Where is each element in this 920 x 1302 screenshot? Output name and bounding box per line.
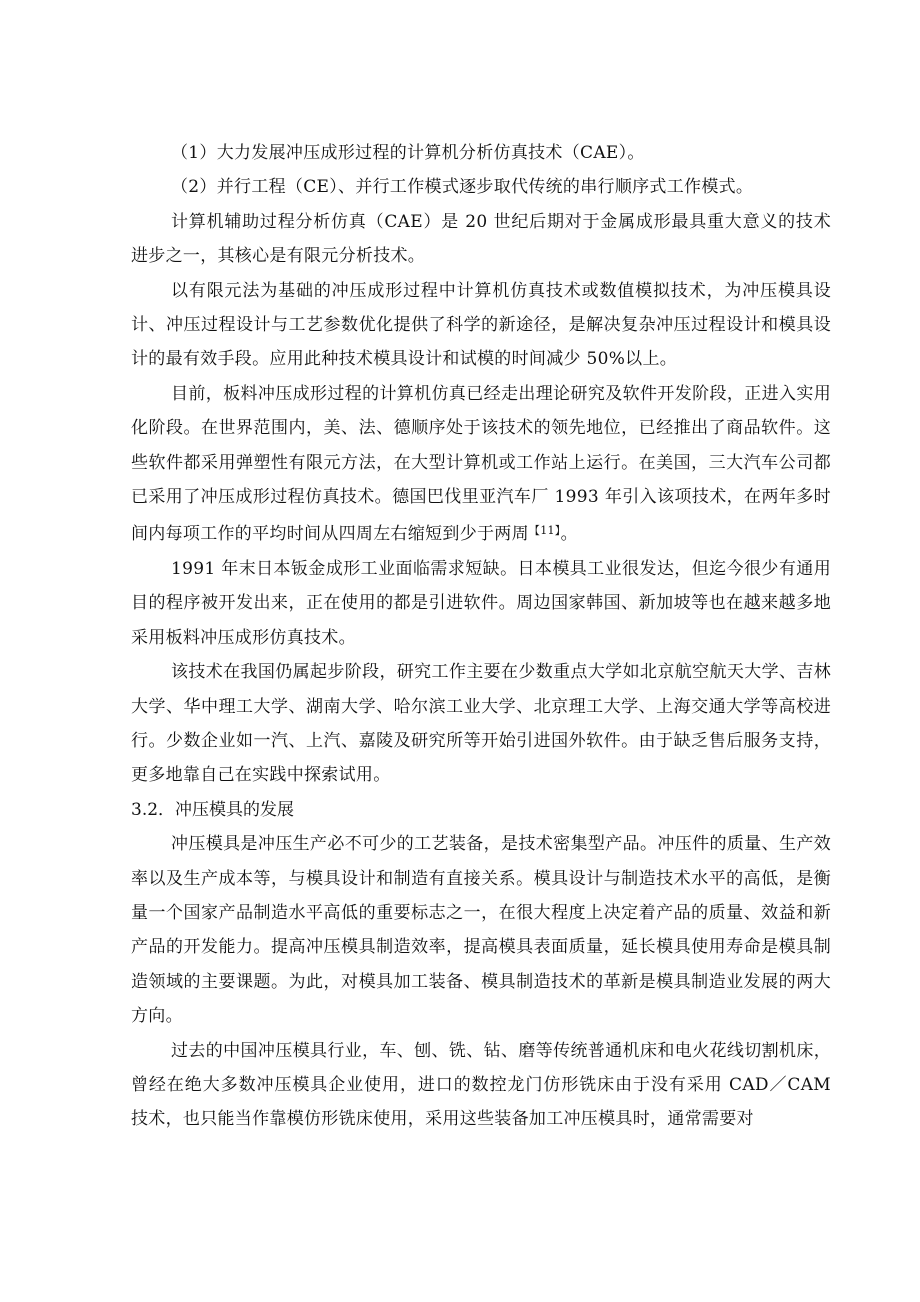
paragraph-die-importance: 冲压模具是冲压生产必不可少的工艺装备，是技术密集型产品。冲压件的质量、生产效率以及生产成本等，与模具设计和制造有直接关系。模具设计与制造技术水平的高低，是衡量一个国家产品制造水平高低的重要标志之一，在很大程度上决定着产品的质量、效益和新产品的开发能力。提高冲压模具制造效率，提高模具表面质量，延长模具使用寿命是模具制造领域的主要课题。为此，对模具加工装备、模具制造技术的革新是模具制造业发展的两大方向。 bbox=[131, 834, 831, 1027]
paragraph-ce-item: （2）并行工程（CE）、并行工作模式逐步取代传统的串行顺序式工作模式。 bbox=[171, 177, 754, 198]
paragraph-cae-intro: 计算机辅助过程分析仿真（CAE）是 20 世纪后期对于金属成形最具重大意义的技术进步之一，其核心是有限元分析技术。 bbox=[131, 211, 831, 267]
paragraph-current-status-text: 目前，板料冲压成形过程的计算机仿真已经走出理论研究及软件开发阶段，正进入实用化阶段。在世界范围内，美、法、德顺序处于该技术的领先地位，已经推出了商品软件。这些软件都采用弹塑性有限元方法，在大型计算机或工作站上运行。在美国，三大汽车公司都已采用了冲压成形过程仿真技术。德国巴伐里亚汽车厂 1993 年引入该项技术，在两年多时间内每项工作的平均时间从四周左右缩短到少于两周 bbox=[131, 383, 831, 545]
paragraph-current-status bbox=[131, 377, 831, 552]
paragraph-die-history: 过去的中国冲压模具行业，车、刨、铣、钻、磨等传统普通机床和电火花线切割机床，曾经在绝大多数冲压模具企业使用，进口的数控龙门仿形铣床由于没有采用 CAD／CAM 技术，也只能当作靠模仿形铣床使用，采用这些装备加工冲压模具时，通常需要对 bbox=[131, 1040, 831, 1130]
document-body bbox=[131, 136, 831, 1137]
citation-reference: 【11】 bbox=[528, 524, 561, 538]
paragraph-japan: 1991 年末日本钣金成形工业面临需求短缺。日本模具工业很发达，但迄今很少有通用目的程序被开发出来，正在使用的都是引进软件。周边国家韩国、新加坡等也在越来越多地采用板料冲压成形仿真技术。 bbox=[131, 558, 831, 648]
section-heading: 3.2．冲压模具的发展 bbox=[131, 799, 295, 820]
paragraph-china: 该技术在我国仍属起步阶段，研究工作主要在少数重点大学如北京航空航天大学、吉林大学、华中理工大学、湖南大学、哈尔滨工业大学、北京理工大学、上海交通大学等高校进行。少数企业如一汽、上汽、嘉陵及研究所等开始引进国外软件。由于缺乏售后服务支持，更多地靠自己在实践中探索试用。 bbox=[131, 662, 831, 786]
paragraph-current-status-end: 。 bbox=[560, 524, 578, 545]
paragraph-cae-item: （1）大力发展冲压成形过程的计算机分析仿真技术（CAE）。 bbox=[171, 143, 645, 163]
paragraph-fem-simulation: 以有限元法为基础的冲压成形过程中计算机仿真技术或数值模拟技术，为冲压模具设计、冲压过程设计与工艺参数优化提供了科学的新途径，是解决复杂冲压过程设计和模具设计的最有效手段。应用此种技术模具设计和试模的时间减少 50%以上。 bbox=[131, 280, 831, 370]
